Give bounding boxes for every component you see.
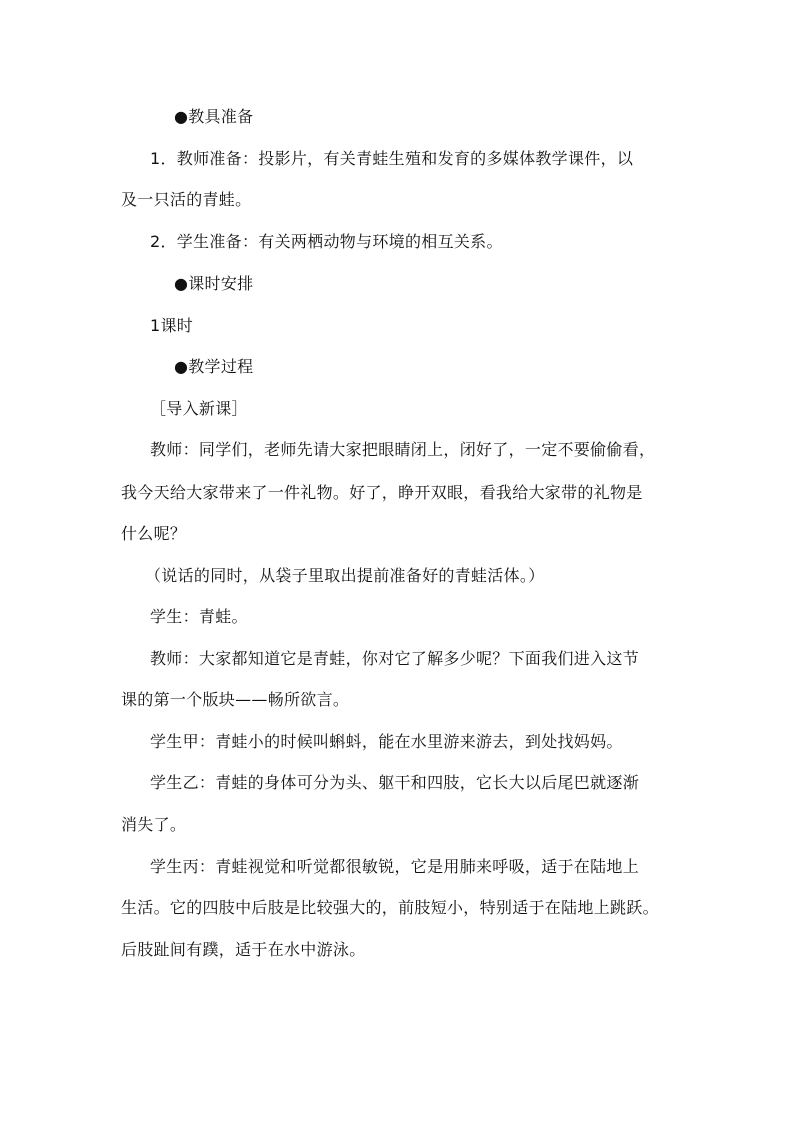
paragraph-line: 2．学生准备：有关两栖动物与环境的相互关系。 xyxy=(150,232,503,251)
paragraph-line: 学生丙：青蛙视觉和听觉都很敏锐，它是用肺来呼吸，适于在陆地上 xyxy=(150,857,640,876)
paragraph-line: 消失了。 xyxy=(121,815,187,834)
section-heading-class-schedule: ●课时安排 xyxy=(174,274,254,293)
paragraph-line: 学生：青蛙。 xyxy=(150,607,248,626)
paragraph-line: 后肢趾间有蹼，适于在水中游泳。 xyxy=(121,940,366,959)
section-heading-teaching-aids: ●教具准备 xyxy=(174,107,254,126)
paragraph-line: 什么呢？ xyxy=(121,524,187,543)
paragraph-line: 学生乙：青蛙的身体可分为头、躯干和四肢，它长大以后尾巴就逐渐 xyxy=(150,773,640,792)
paragraph-line: 教师：大家都知道它是青蛙，你对它了解多少呢？下面我们进入这节 xyxy=(150,649,640,668)
paragraph-line: 生活。它的四肢中后肢是比较强大的，前肢短小，特别适于在陆地上跳跃。 xyxy=(121,898,659,917)
paragraph-line: 我今天给大家带来了一件礼物。好了，睁开双眼，看我给大家带的礼物是 xyxy=(121,483,643,502)
paragraph-line: 课的第一个版块——畅所欲言。 xyxy=(121,690,350,709)
paragraph-line: 及一只活的青蛙。 xyxy=(121,190,252,209)
paragraph-line: （说话的同时，从袋子里取出提前准备好的青蛙活体。） xyxy=(145,566,545,585)
paragraph-line: 学生甲：青蛙小的时候叫蝌蚪，能在水里游来游去，到处找妈妈。 xyxy=(150,732,623,751)
subheading-intro: ［导入新课］ xyxy=(150,399,248,418)
paragraph-line: 教师：同学们，老师先请大家把眼睛闭上，闭好了，一定不要偷偷看， xyxy=(150,440,656,459)
section-heading-teaching-process: ●教学过程 xyxy=(174,357,254,376)
paragraph-line: 1课时 xyxy=(150,316,194,335)
paragraph-line: 1．教师准备：投影片，有关青蛙生殖和发育的多媒体教学课件，以 xyxy=(150,149,634,168)
